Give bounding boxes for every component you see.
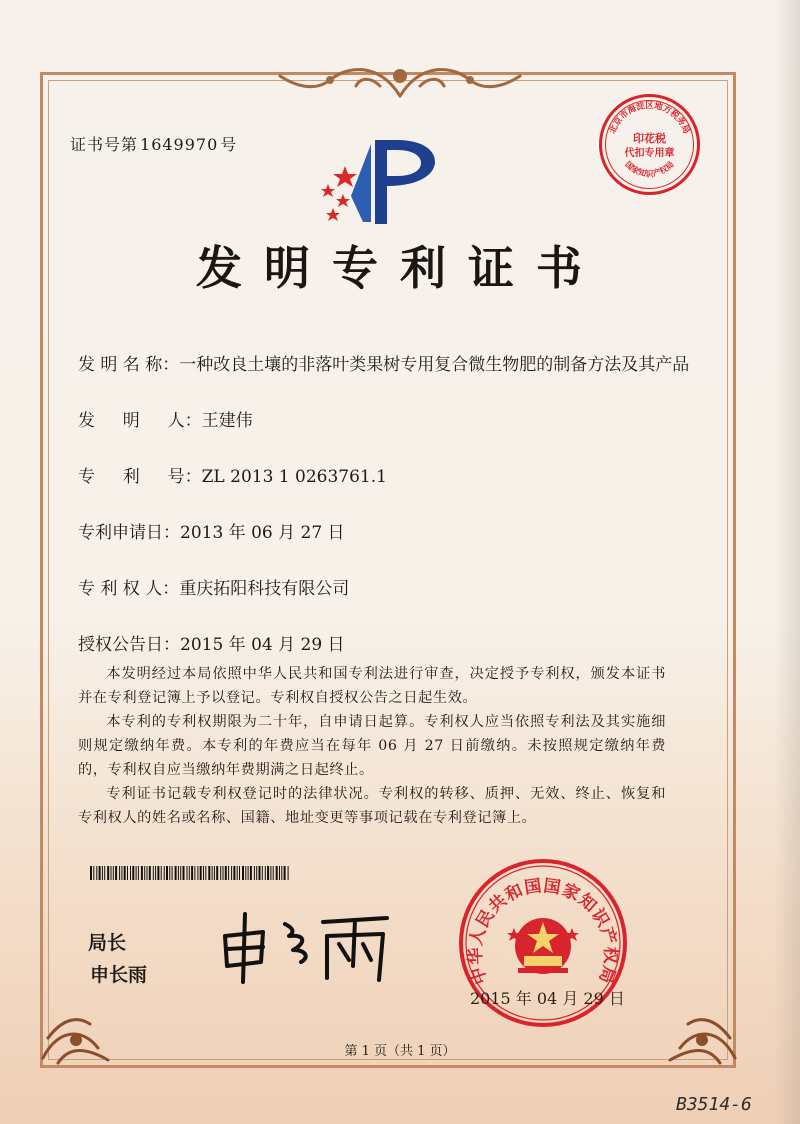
- barcode-bar: [147, 866, 148, 880]
- barcode-bar: [281, 866, 282, 880]
- barcode-bar: [90, 866, 92, 880]
- field-invention-name: [78, 350, 689, 375]
- barcode-bar: [183, 866, 185, 880]
- tax-stamp-bottom-text: 国家知识产权局: [623, 159, 676, 179]
- barcode-bar: [273, 866, 274, 880]
- director-name: 申长雨: [90, 964, 148, 986]
- barcode-bar: [93, 866, 94, 880]
- barcode-bar: [288, 866, 289, 880]
- tax-stamp-inner-text-2: 代扣专用章: [624, 148, 675, 159]
- barcode-bar: [138, 866, 139, 880]
- barcode-bar: [104, 866, 105, 880]
- field-label: 发 明 名 称：: [78, 355, 180, 375]
- barcode-bar: [248, 866, 249, 880]
- barcode-bar: [102, 866, 103, 880]
- barcode-bar: [172, 866, 173, 880]
- barcode-bar: [262, 866, 263, 880]
- field-label: 专 利 号：: [78, 467, 202, 487]
- field-patentee: [78, 574, 349, 599]
- certificate-body: [78, 662, 666, 830]
- body-paragraph: 专利证书记载专利权登记时的法律状况。专利权的转移、质押、无效、终止、恢复和专利权人的姓名或名称、国籍、地址变更等事项记载在专利登记簿上。: [78, 786, 666, 826]
- barcode-bar: [161, 866, 162, 880]
- barcode-bar: [205, 866, 206, 880]
- field-value: 重庆拓阳科技有限公司: [179, 579, 350, 599]
- barcode-bar: [111, 866, 112, 880]
- field-value: ZL 2013 1 0263761.1: [201, 467, 387, 487]
- barcode-bar: [259, 866, 261, 880]
- barcode-bar: [267, 866, 269, 880]
- certificate-number-prefix: 证书号第: [70, 135, 139, 154]
- field-patent-number: [78, 462, 387, 487]
- barcode-bar: [237, 866, 238, 880]
- barcode-bar: [124, 866, 126, 880]
- barcode-bar: [119, 866, 120, 880]
- barcode-bar: [157, 866, 159, 880]
- barcode-bar: [107, 866, 109, 880]
- certificate-title: 发明专利证书: [196, 241, 604, 295]
- certificate-number: [70, 132, 237, 155]
- field-application-date: [78, 518, 345, 543]
- director-signature-icon: [215, 906, 400, 986]
- barcode-bar: [194, 866, 195, 880]
- barcode-bar: [239, 866, 240, 880]
- barcode-bar: [189, 866, 190, 880]
- barcode-bar: [214, 866, 215, 880]
- barcode-bar: [175, 866, 177, 880]
- field-inventor: [78, 406, 253, 431]
- barcode-bar: [225, 866, 227, 880]
- patent-office-logo-icon: [313, 136, 445, 228]
- seal-date: 2015 年 04 月 29 日: [470, 989, 625, 1008]
- barcode-bar: [228, 866, 229, 880]
- field-label: 专利申请日：: [78, 523, 180, 543]
- barcode-bar: [216, 866, 218, 880]
- certificate-number-value: 1649970: [140, 135, 219, 154]
- barcode-bar: [180, 866, 181, 880]
- barcode-bar: [191, 866, 193, 880]
- barcode-bar: [276, 866, 278, 880]
- barcode-bar: [233, 866, 235, 880]
- field-value: 2015 年 04 月 29 日: [180, 635, 345, 655]
- barcode-bar: [223, 866, 224, 880]
- barcode-bar: [127, 866, 128, 880]
- barcode-bar: [141, 866, 143, 880]
- barcode-bar: [144, 866, 145, 880]
- barcode-bar: [121, 866, 122, 880]
- body-paragraph: 本专利的专利权期限为二十年，自申请日起算。专利权人应当依照专利法及其实施细则规定缴纳年费。本专利的年费应当在每年 06 月 27 日前缴纳。未按照规定缴纳年费的，专利权自应当缴纳年费期满之日起终止。: [78, 714, 666, 778]
- barcode-bar: [279, 866, 280, 880]
- barcode-bar: [265, 866, 266, 880]
- page-indicator: 第 1 页（共 1 页）: [344, 1044, 456, 1059]
- page-edge-shadow: [774, 0, 800, 1124]
- barcode-bar: [164, 866, 165, 880]
- barcode-bar: [270, 866, 271, 880]
- barcode-icon: [90, 866, 290, 880]
- field-label: 授权公告日：: [78, 635, 180, 655]
- barcode-bar: [178, 866, 179, 880]
- field-label: 发 明 人：: [78, 411, 202, 431]
- barcode-bar: [245, 866, 246, 880]
- barcode-bar: [115, 866, 117, 880]
- tax-stamp-seal-icon: [597, 92, 702, 197]
- barcode-bar: [169, 866, 170, 880]
- barcode-bar: [284, 866, 286, 880]
- field-grant-date: [78, 630, 345, 655]
- barcode-bar: [250, 866, 252, 880]
- barcode-bar: [212, 866, 213, 880]
- barcode-bar: [203, 866, 204, 880]
- field-value: 一种改良土壤的非落叶类果树专用复合微生物肥的制备方法及其产品: [179, 355, 690, 375]
- top-ornament-icon: [270, 56, 530, 104]
- official-seal-text: 中华人民共和国国家知识产权局: [465, 876, 621, 987]
- barcode-bar: [254, 866, 255, 880]
- barcode-bar: [113, 866, 114, 880]
- barcode-bar: [242, 866, 244, 880]
- barcode-bar: [149, 866, 151, 880]
- barcode-bar: [99, 866, 101, 880]
- tax-stamp-outer-text: 北京市海淀区地方税务局: [607, 101, 692, 136]
- barcode-bar: [208, 866, 210, 880]
- tax-stamp-inner-text-1: 印花税: [633, 132, 666, 145]
- barcode-bar: [197, 866, 198, 880]
- director-title: 局长: [88, 932, 127, 954]
- barcode-bar: [220, 866, 221, 880]
- barcode-bar: [155, 866, 156, 880]
- body-paragraph: 本发明经过本局依照中华人民共和国专利法进行审查，决定授予专利权，颁发本证书并在专利登记簿上予以登记。专利权自授权公告之日起生效。: [78, 666, 666, 706]
- barcode-bar: [130, 866, 131, 880]
- barcode-bar: [231, 866, 232, 880]
- barcode-bar: [96, 866, 97, 880]
- barcode-bar: [166, 866, 168, 880]
- barcode-bar: [136, 866, 137, 880]
- barcode-bar: [187, 866, 188, 880]
- field-label: 专 利 权 人：: [78, 579, 180, 599]
- barcode-bar: [132, 866, 134, 880]
- field-value: 2013 年 06 月 27 日: [180, 523, 345, 543]
- barcode-bar: [153, 866, 154, 880]
- barcode-bar: [256, 866, 257, 880]
- certificate-number-suffix: 号: [220, 135, 238, 154]
- handwritten-note: B3514-6: [676, 1094, 752, 1115]
- svg-text:国家知识产权局: [623, 159, 675, 178]
- field-value: 王建伟: [201, 411, 253, 431]
- barcode-bar: [200, 866, 202, 880]
